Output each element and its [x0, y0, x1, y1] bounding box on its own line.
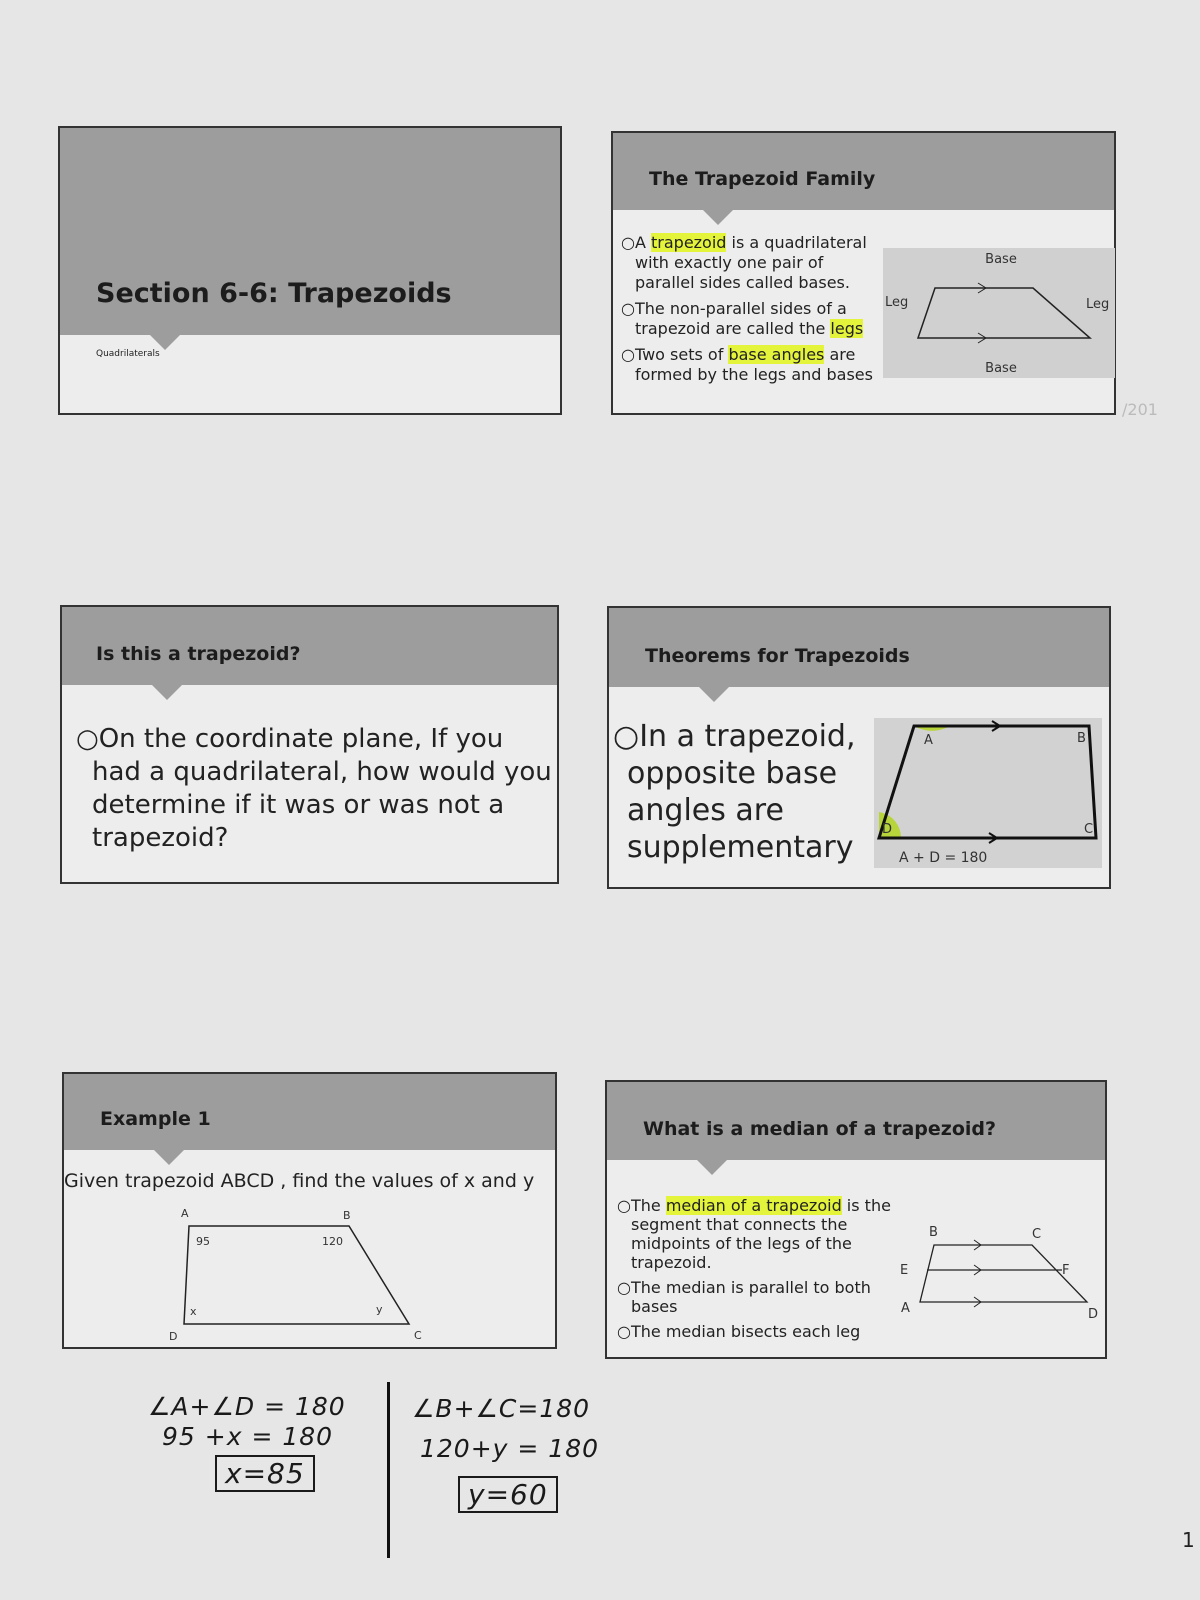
slide-title-text: Section 6-6: Trapezoids — [96, 278, 452, 309]
label-a: A — [901, 1301, 910, 1316]
caption: A + D = 180 — [899, 850, 988, 866]
label-b: B — [1077, 731, 1086, 746]
label-d: D — [169, 1330, 178, 1343]
label-b: B — [343, 1209, 351, 1222]
handwritten-line: 120+y = 180 — [420, 1434, 600, 1463]
slide-body: ○On the coordinate plane, If you had a quadrilateral, how would you determine if it was or was not a trapezoid? — [76, 724, 552, 853]
label-c: C — [1084, 822, 1094, 837]
bullet: ○Two sets of base angles are formed by the legs and bases — [621, 345, 873, 384]
handwritten-line: ∠A+∠D = 180 — [148, 1392, 346, 1421]
slide-title-text: The Trapezoid Family — [649, 168, 876, 190]
label-leg-right: Leg — [1086, 297, 1110, 312]
slide-header — [609, 608, 1109, 687]
label-e: E — [900, 1263, 909, 1278]
bullet: ○The median is parallel to both bases — [617, 1278, 871, 1316]
slide-median — [605, 1080, 1107, 1359]
slide-example-1 — [62, 1072, 557, 1349]
slide-header — [613, 133, 1114, 210]
bullet: ○A trapezoid is a quadrilateral with exactly one pair of parallel sides called bases. — [621, 233, 867, 292]
label-b: B — [929, 1225, 938, 1240]
header-notch — [703, 210, 733, 225]
slide-title-text: What is a median of a trapezoid? — [643, 1118, 997, 1140]
angle-d: x — [190, 1305, 197, 1318]
slide-title — [58, 126, 562, 415]
bullet: ○The non-parallel sides of a trapezoid are called the legs — [621, 299, 864, 338]
bullet-list — [617, 1196, 902, 1347]
slide-header — [60, 128, 560, 335]
median-diagram — [892, 1220, 1102, 1320]
angle-a: 95 — [196, 1235, 210, 1248]
example-diagram — [159, 1202, 449, 1352]
edge-text: /201 — [1122, 400, 1158, 419]
label-base-top: Base — [985, 252, 1017, 267]
header-notch — [154, 1150, 184, 1165]
slide-title-text: Is this a trapezoid? — [96, 643, 301, 665]
header-notch — [699, 687, 729, 702]
slide-trapezoid-family — [611, 131, 1116, 415]
label-a: A — [181, 1207, 189, 1220]
label-d: D — [882, 822, 893, 837]
label-d: D — [1088, 1307, 1099, 1320]
trapezoid-diagram — [883, 248, 1115, 378]
page-number: 1 — [1182, 1528, 1195, 1552]
theorem-diagram — [874, 718, 1102, 868]
header-notch — [697, 1160, 727, 1175]
header-notch — [152, 685, 182, 700]
slide-subtitle: Quadrilaterals — [96, 349, 160, 359]
label-c: C — [414, 1329, 422, 1342]
bullet: ○The median bisects each leg — [617, 1322, 861, 1341]
slide-header — [607, 1082, 1105, 1160]
handwritten-line: 95 +x = 180 — [162, 1422, 334, 1451]
header-notch — [150, 335, 180, 350]
angle-b: 120 — [322, 1235, 343, 1248]
slide-theorems — [607, 606, 1111, 889]
label-base-bottom: Base — [985, 361, 1017, 376]
slide-is-trapezoid — [60, 605, 559, 884]
bullet: ○The median of a trapezoid is the segment that connects the midpoints of the legs of the trapezoid. — [617, 1196, 891, 1272]
label-leg-left: Leg — [885, 295, 909, 310]
label-a: A — [924, 733, 933, 748]
slide-title-text: Example 1 — [100, 1108, 211, 1130]
label-f: F — [1062, 1263, 1070, 1278]
label-c: C — [1032, 1227, 1042, 1242]
slide-body: Given trapezoid ABCD , find the values of x and y — [64, 1170, 535, 1192]
slide-body: ○In a trapezoid, opposite base angles are supplementary — [613, 719, 856, 865]
slide-title-text: Theorems for Trapezoids — [645, 645, 910, 667]
answer-x: x=85 — [215, 1455, 315, 1492]
answer-y: y=60 — [458, 1476, 558, 1513]
slide-header — [64, 1074, 555, 1150]
slide-header — [62, 607, 557, 685]
bullet-list — [621, 233, 883, 391]
angle-c: y — [376, 1303, 383, 1316]
handwritten-line: ∠B+∠C=180 — [412, 1394, 591, 1423]
handwritten-divider — [387, 1382, 390, 1558]
